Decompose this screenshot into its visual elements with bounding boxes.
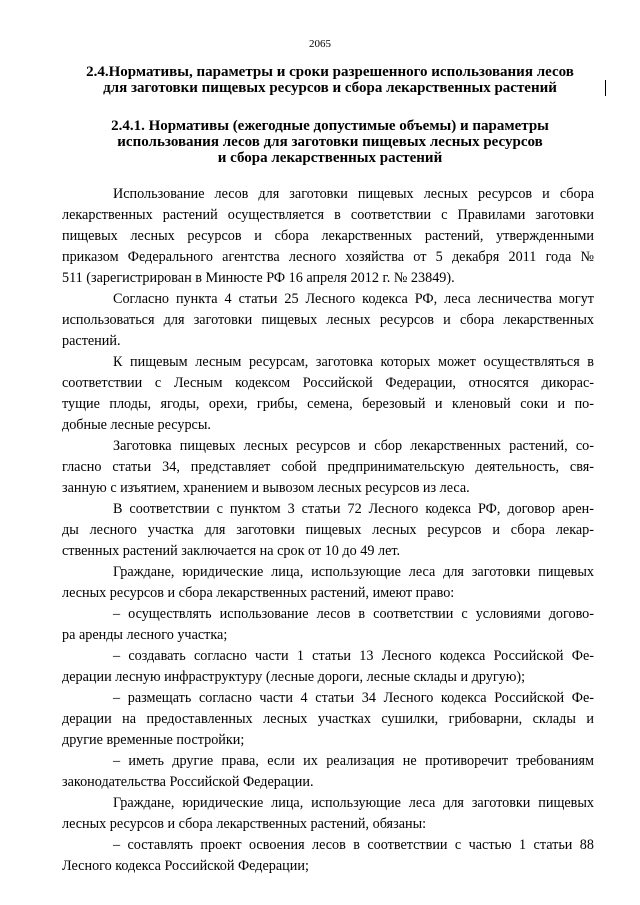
text-line: 511 (зарегистрирован в Минюсте РФ 16 апреля 2012 г. № 23849). xyxy=(62,270,455,286)
text-line: Граждане, юридические лица, использующие леса для заготовки пищевых xyxy=(113,564,594,580)
text-line: лесных ресурсов и сбора лекарственных растений, обязаны: xyxy=(62,816,427,832)
text-line: Граждане, юридические лица, использующие леса для заготовки пищевых xyxy=(113,795,594,811)
text-line: – иметь другие права, если их реализация не противоречит требованиям xyxy=(113,753,594,769)
section-heading-line: 2.4.Нормативы, параметры и сроки разрешенного использования лесов xyxy=(86,64,574,80)
subsection-heading-line: 2.4.1. Нормативы (ежегодные допустимые объемы) и параметры xyxy=(111,118,549,134)
text-line: законодательства Российской Федерации. xyxy=(62,774,314,790)
text-line: – создавать согласно части 1 статьи 13 Лесного кодекса Российской Фе- xyxy=(113,648,594,664)
text-line: пищевых лесных ресурсов и сбора лекарственных растений, утвержденными xyxy=(62,228,594,244)
text-line: – составлять проект освоения лесов в соответствии с частью 1 статьи 88 xyxy=(113,837,594,853)
subsection-heading xyxy=(60,118,600,166)
text-line: дерации на предоставленных лесных участках сушилки, грибоварни, склады и xyxy=(62,711,594,727)
page-number: 2065 xyxy=(309,38,331,50)
text-line: К пищевым лесным ресурсам, заготовка которых может осуществляться в xyxy=(113,354,594,370)
text-line: добные лесные ресурсы. xyxy=(62,417,211,433)
text-line: Согласно пункта 4 статьи 25 Лесного кодекса РФ, леса лесничества могут xyxy=(113,291,594,307)
text-line: приказом Федерального агентства лесного хозяйства от 5 декабря 2011 года № xyxy=(62,249,594,265)
text-line: ра аренды лесного участка; xyxy=(62,627,228,643)
text-line: В соответствии с пунктом 3 статьи 72 Лесного кодекса РФ, договор арен- xyxy=(113,501,594,517)
text-line: лекарственных растений осуществляется в соответствии с Правилами заготовки xyxy=(62,207,594,223)
text-line: растений. xyxy=(62,333,121,349)
text-line: тущие плоды, ягоды, орехи, грибы, семена, березовый и кленовый соки и по- xyxy=(62,396,594,412)
text-line: ды лесного участка для заготовки пищевых лесных ресурсов и сбора лекар- xyxy=(62,522,594,538)
text-line: Использование лесов для заготовки пищевых лесных ресурсов и сбора xyxy=(113,186,594,202)
text-line: Лесного кодекса Российской Федерации; xyxy=(62,858,309,874)
section-heading xyxy=(60,64,600,96)
body-text xyxy=(62,184,594,877)
text-line: ственных растений заключается на срок от 10 до 49 лет. xyxy=(62,543,401,559)
text-line: гласно статьи 34, представляет собой предпринимательскую деятельность, свя- xyxy=(62,459,594,475)
text-line: дерации лесную инфраструктуру (лесные дороги, лесные склады и другую); xyxy=(62,669,526,685)
text-line: – осуществлять использование лесов в соответствии с условиями догово- xyxy=(113,606,594,622)
margin-change-bar xyxy=(605,80,606,96)
text-line: занную с изъятием, хранением и вывозом лесных ресурсов из леса. xyxy=(62,480,470,496)
subsection-heading-line: и сбора лекарственных растений xyxy=(217,150,443,166)
text-line: использоваться для заготовки пищевых лесных ресурсов и сбора лекарственных xyxy=(62,312,594,328)
text-line: другие временные постройки; xyxy=(62,732,245,748)
section-heading-line: для заготовки пищевых ресурсов и сбора лекарственных растений xyxy=(103,80,557,96)
text-line: соответствии с Лесным кодексом Российской Федерации, относятся дикорас- xyxy=(62,375,594,391)
subsection-heading-line: использования лесов для заготовки пищевых лесных ресурсов xyxy=(117,134,543,150)
text-line: Заготовка пищевых лесных ресурсов и сбор лекарственных растений, со- xyxy=(113,438,594,454)
text-line: лесных ресурсов и сбора лекарственных растений, имеют право: xyxy=(62,585,455,601)
text-line: – размещать согласно части 4 статьи 34 Лесного кодекса Российской Фе- xyxy=(113,690,594,706)
